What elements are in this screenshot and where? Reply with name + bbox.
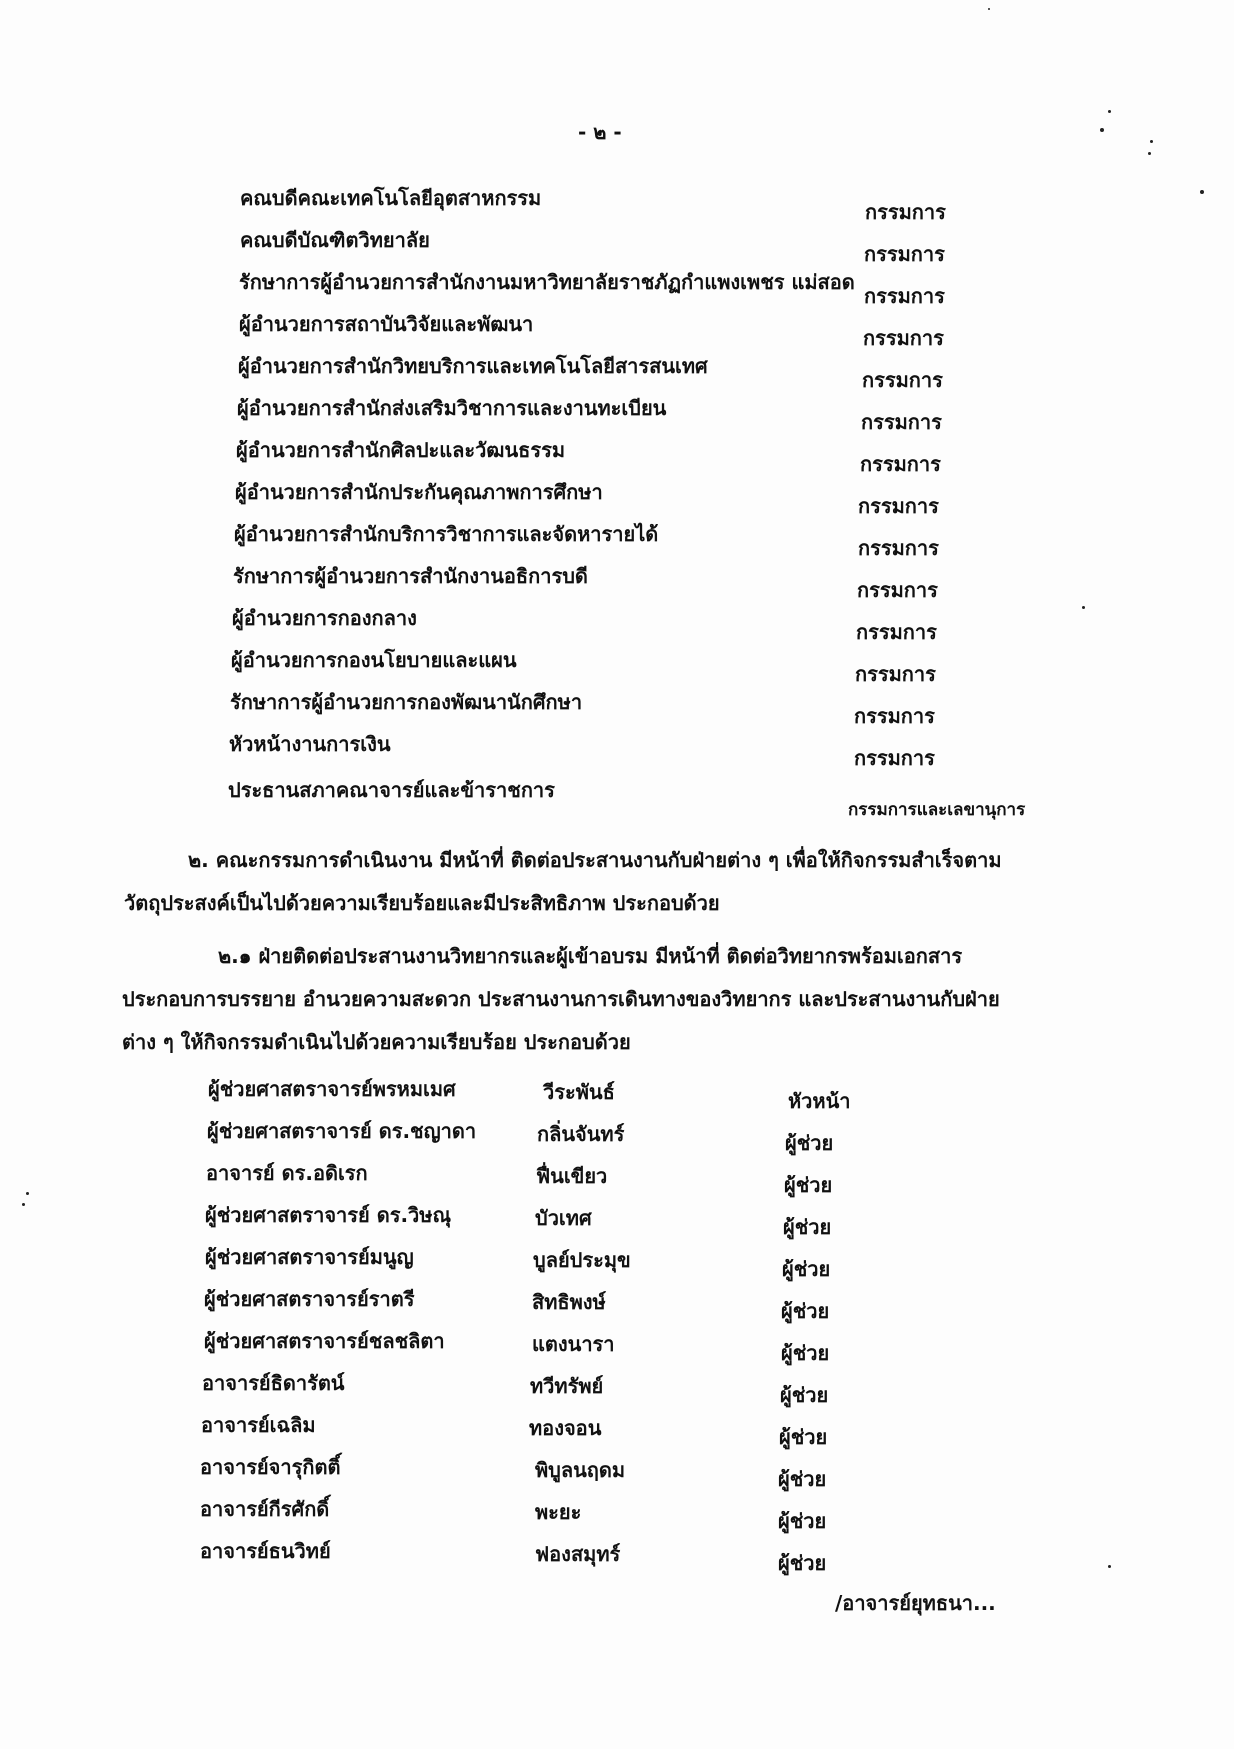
member-surname: บัวเทศ (535, 1206, 592, 1230)
scan-speck (22, 1203, 25, 1206)
committee-row (239, 308, 1234, 348)
member-role: ผู้ช่วย (785, 1131, 834, 1155)
member-role: ผู้ช่วย (782, 1257, 831, 1281)
section-2-line: วัตถุประสงค์เป็นไปด้วยความเรียบร้อยและมีประสิทธิภาพ ประกอบด้วย (124, 891, 720, 915)
member-row (205, 1241, 1105, 1281)
member-surname: ทวีทรัพย์ (530, 1374, 604, 1398)
committee-role: กรรมการ (864, 242, 945, 266)
member-row (201, 1409, 1101, 1449)
committee-row (230, 686, 1230, 726)
committee-role: กรรมการ (860, 452, 941, 476)
member-row (207, 1115, 1107, 1155)
member-surname: สิทธิพงษ์ (532, 1290, 606, 1314)
member-name: ผู้ช่วยศาสตราจารย์ ดร.วิษณุ (205, 1203, 452, 1227)
member-row (204, 1325, 1104, 1365)
member-row (204, 1283, 1104, 1323)
committee-row (239, 266, 1234, 306)
member-role: ผู้ช่วย (778, 1551, 827, 1575)
committee-role: กรรมการ (858, 494, 939, 518)
member-row (200, 1493, 1100, 1533)
member-row (200, 1535, 1100, 1575)
member-surname: ทองจอน (529, 1416, 602, 1440)
member-surname: พะยะ (535, 1500, 582, 1524)
member-name: อาจารย์กีรศักดิ์ (200, 1497, 330, 1521)
scan-speck (1200, 190, 1204, 194)
member-name: ผู้ช่วยศาสตราจารย์ ดร.ชญาดา (207, 1119, 477, 1143)
committee-role: กรรมการ (865, 200, 946, 224)
committee-role: กรรมการ (862, 368, 943, 392)
committee-position: ผู้อำนวยการสำนักศิลปะและวัฒนธรรม (236, 438, 566, 462)
committee-role: กรรมการ (855, 662, 936, 686)
member-surname: แตงนารา (532, 1332, 615, 1356)
committee-position: คณบดีคณะเทคโนโลยีอุตสาหกรรม (240, 186, 542, 210)
committee-position: รักษาการผู้อำนวยการสำนักงานอธิการบดี (233, 564, 588, 588)
committee-row (229, 728, 1229, 768)
scan-speck (1108, 1565, 1111, 1568)
committee-position: ผู้อำนวยการกองกลาง (232, 606, 417, 630)
scan-speck (1100, 128, 1104, 132)
committee-row (228, 774, 1228, 820)
section-2-1-line: ประกอบการบรรยาย อำนวยความสะดวก ประสานงานการเดินทางของวิทยากร และประสานงานกับฝ่าย (122, 987, 1000, 1011)
scan-speck (26, 1192, 29, 1195)
scan-speck (1108, 110, 1111, 113)
member-surname: ฟื่นเขียว (536, 1164, 608, 1188)
committee-role: กรรมการ (856, 620, 937, 644)
committee-role: กรรมการ (857, 578, 938, 602)
committee-role: กรรมการ (863, 326, 944, 350)
section-2-1-line: ต่าง ๆ ให้กิจกรรมดำเนินไปด้วยความเรียบร้อย ประกอบด้วย (122, 1030, 631, 1054)
member-role: หัวหน้า (788, 1089, 851, 1113)
member-name: ผู้ช่วยศาสตราจารย์มนูญ (205, 1245, 414, 1269)
committee-position: คณบดีบัณฑิตวิทยาลัย (240, 228, 430, 252)
member-role: ผู้ช่วย (781, 1299, 830, 1323)
member-role: ผู้ช่วย (779, 1425, 828, 1449)
member-name: อาจารย์ ดร.อดิเรก (206, 1161, 368, 1185)
member-row (200, 1451, 1100, 1491)
member-role: ผู้ช่วย (780, 1383, 829, 1407)
member-role: ผู้ช่วย (784, 1173, 833, 1197)
member-role: ผู้ช่วย (783, 1215, 832, 1239)
member-surname: กลิ่นจันทร์ (537, 1122, 625, 1146)
member-surname: วีระพันธ์ (543, 1080, 615, 1104)
committee-role: กรรมการและเลขานุการ (848, 800, 1026, 820)
member-row (205, 1199, 1105, 1239)
member-row (202, 1367, 1102, 1407)
committee-role: กรรมการ (854, 746, 935, 770)
committee-position: ประธานสภาคณาจารย์และข้าราชการ (228, 778, 555, 802)
page-number: - ๒ - (578, 120, 622, 144)
committee-position: ผู้อำนวยการสำนักวิทยบริการและเทคโนโลยีสารสนเทศ (238, 354, 708, 378)
member-name: ผู้ช่วยศาสตราจารย์ชลชลิตา (204, 1329, 445, 1353)
committee-row (231, 644, 1231, 684)
committee-position: รักษาการผู้อำนวยการสำนักงานมหาวิทยาลัยราชภัฏกำแพงเพชร แม่สอด (239, 270, 855, 294)
committee-position: ผู้อำนวยการสำนักบริการวิชาการและจัดหารายได้ (234, 522, 659, 546)
committee-row (240, 224, 1234, 264)
member-row (208, 1073, 1108, 1113)
committee-role: กรรมการ (854, 704, 935, 728)
member-surname: ฟองสมุทร์ (535, 1542, 621, 1566)
member-name: อาจารย์ธนวิทย์ (200, 1539, 331, 1563)
scan-speck (1150, 140, 1153, 143)
committee-row (236, 434, 1234, 474)
committee-role: กรรมการ (864, 284, 945, 308)
committee-row (240, 182, 1234, 222)
member-name: อาจารย์ธิดารัตน์ (202, 1371, 345, 1395)
continuation-note: /อาจารย์ยุทธนา... (835, 1591, 996, 1615)
scan-speck (1148, 152, 1151, 155)
committee-role: กรรมการ (858, 536, 939, 560)
member-row (206, 1157, 1106, 1197)
member-name: ผู้ช่วยศาสตราจารย์พรหมเมศ (208, 1077, 456, 1101)
member-role: ผู้ช่วย (778, 1509, 827, 1533)
section-2-line: ๒. คณะกรรมการดำเนินงาน มีหน้าที่ ติดต่อประสานงานกับฝ่ายต่าง ๆ เพื่อให้กิจกรรมสำเร็จตาม (188, 848, 1002, 872)
member-role: ผู้ช่วย (781, 1341, 830, 1365)
committee-row (237, 392, 1234, 432)
committee-row (234, 518, 1234, 558)
scan-speck (988, 8, 990, 10)
member-role: ผู้ช่วย (778, 1467, 827, 1491)
committee-row (238, 350, 1234, 390)
member-name: อาจารย์จารุกิตติ์ (200, 1455, 341, 1479)
committee-position: ผู้อำนวยการสำนักประกันคุณภาพการศึกษา (235, 480, 603, 504)
committee-position: ผู้อำนวยการสำนักส่งเสริมวิชาการและงานทะเบียน (237, 396, 667, 420)
section-2-1-line: ๒.๑ ฝ่ายติดต่อประสานงานวิทยากรและผู้เข้าอบรม มีหน้าที่ ติดต่อวิทยากรพร้อมเอกสาร (218, 944, 963, 968)
committee-position: ผู้อำนวยการกองนโยบายและแผน (231, 648, 517, 672)
committee-position: หัวหน้างานการเงิน (229, 732, 391, 756)
member-name: ผู้ช่วยศาสตราจารย์ราตรี (204, 1287, 415, 1311)
member-surname: พิบูลนฤดม (535, 1458, 626, 1482)
committee-position: รักษาการผู้อำนวยการกองพัฒนานักศึกษา (230, 690, 583, 714)
committee-position: ผู้อำนวยการสถาบันวิจัยและพัฒนา (239, 312, 534, 336)
committee-role: กรรมการ (861, 410, 942, 434)
committee-row (235, 476, 1234, 516)
committee-row (233, 560, 1233, 600)
member-name: อาจารย์เฉลิม (201, 1413, 316, 1437)
scan-speck (1082, 606, 1085, 609)
member-surname: บูลย์ประมุข (533, 1248, 631, 1272)
